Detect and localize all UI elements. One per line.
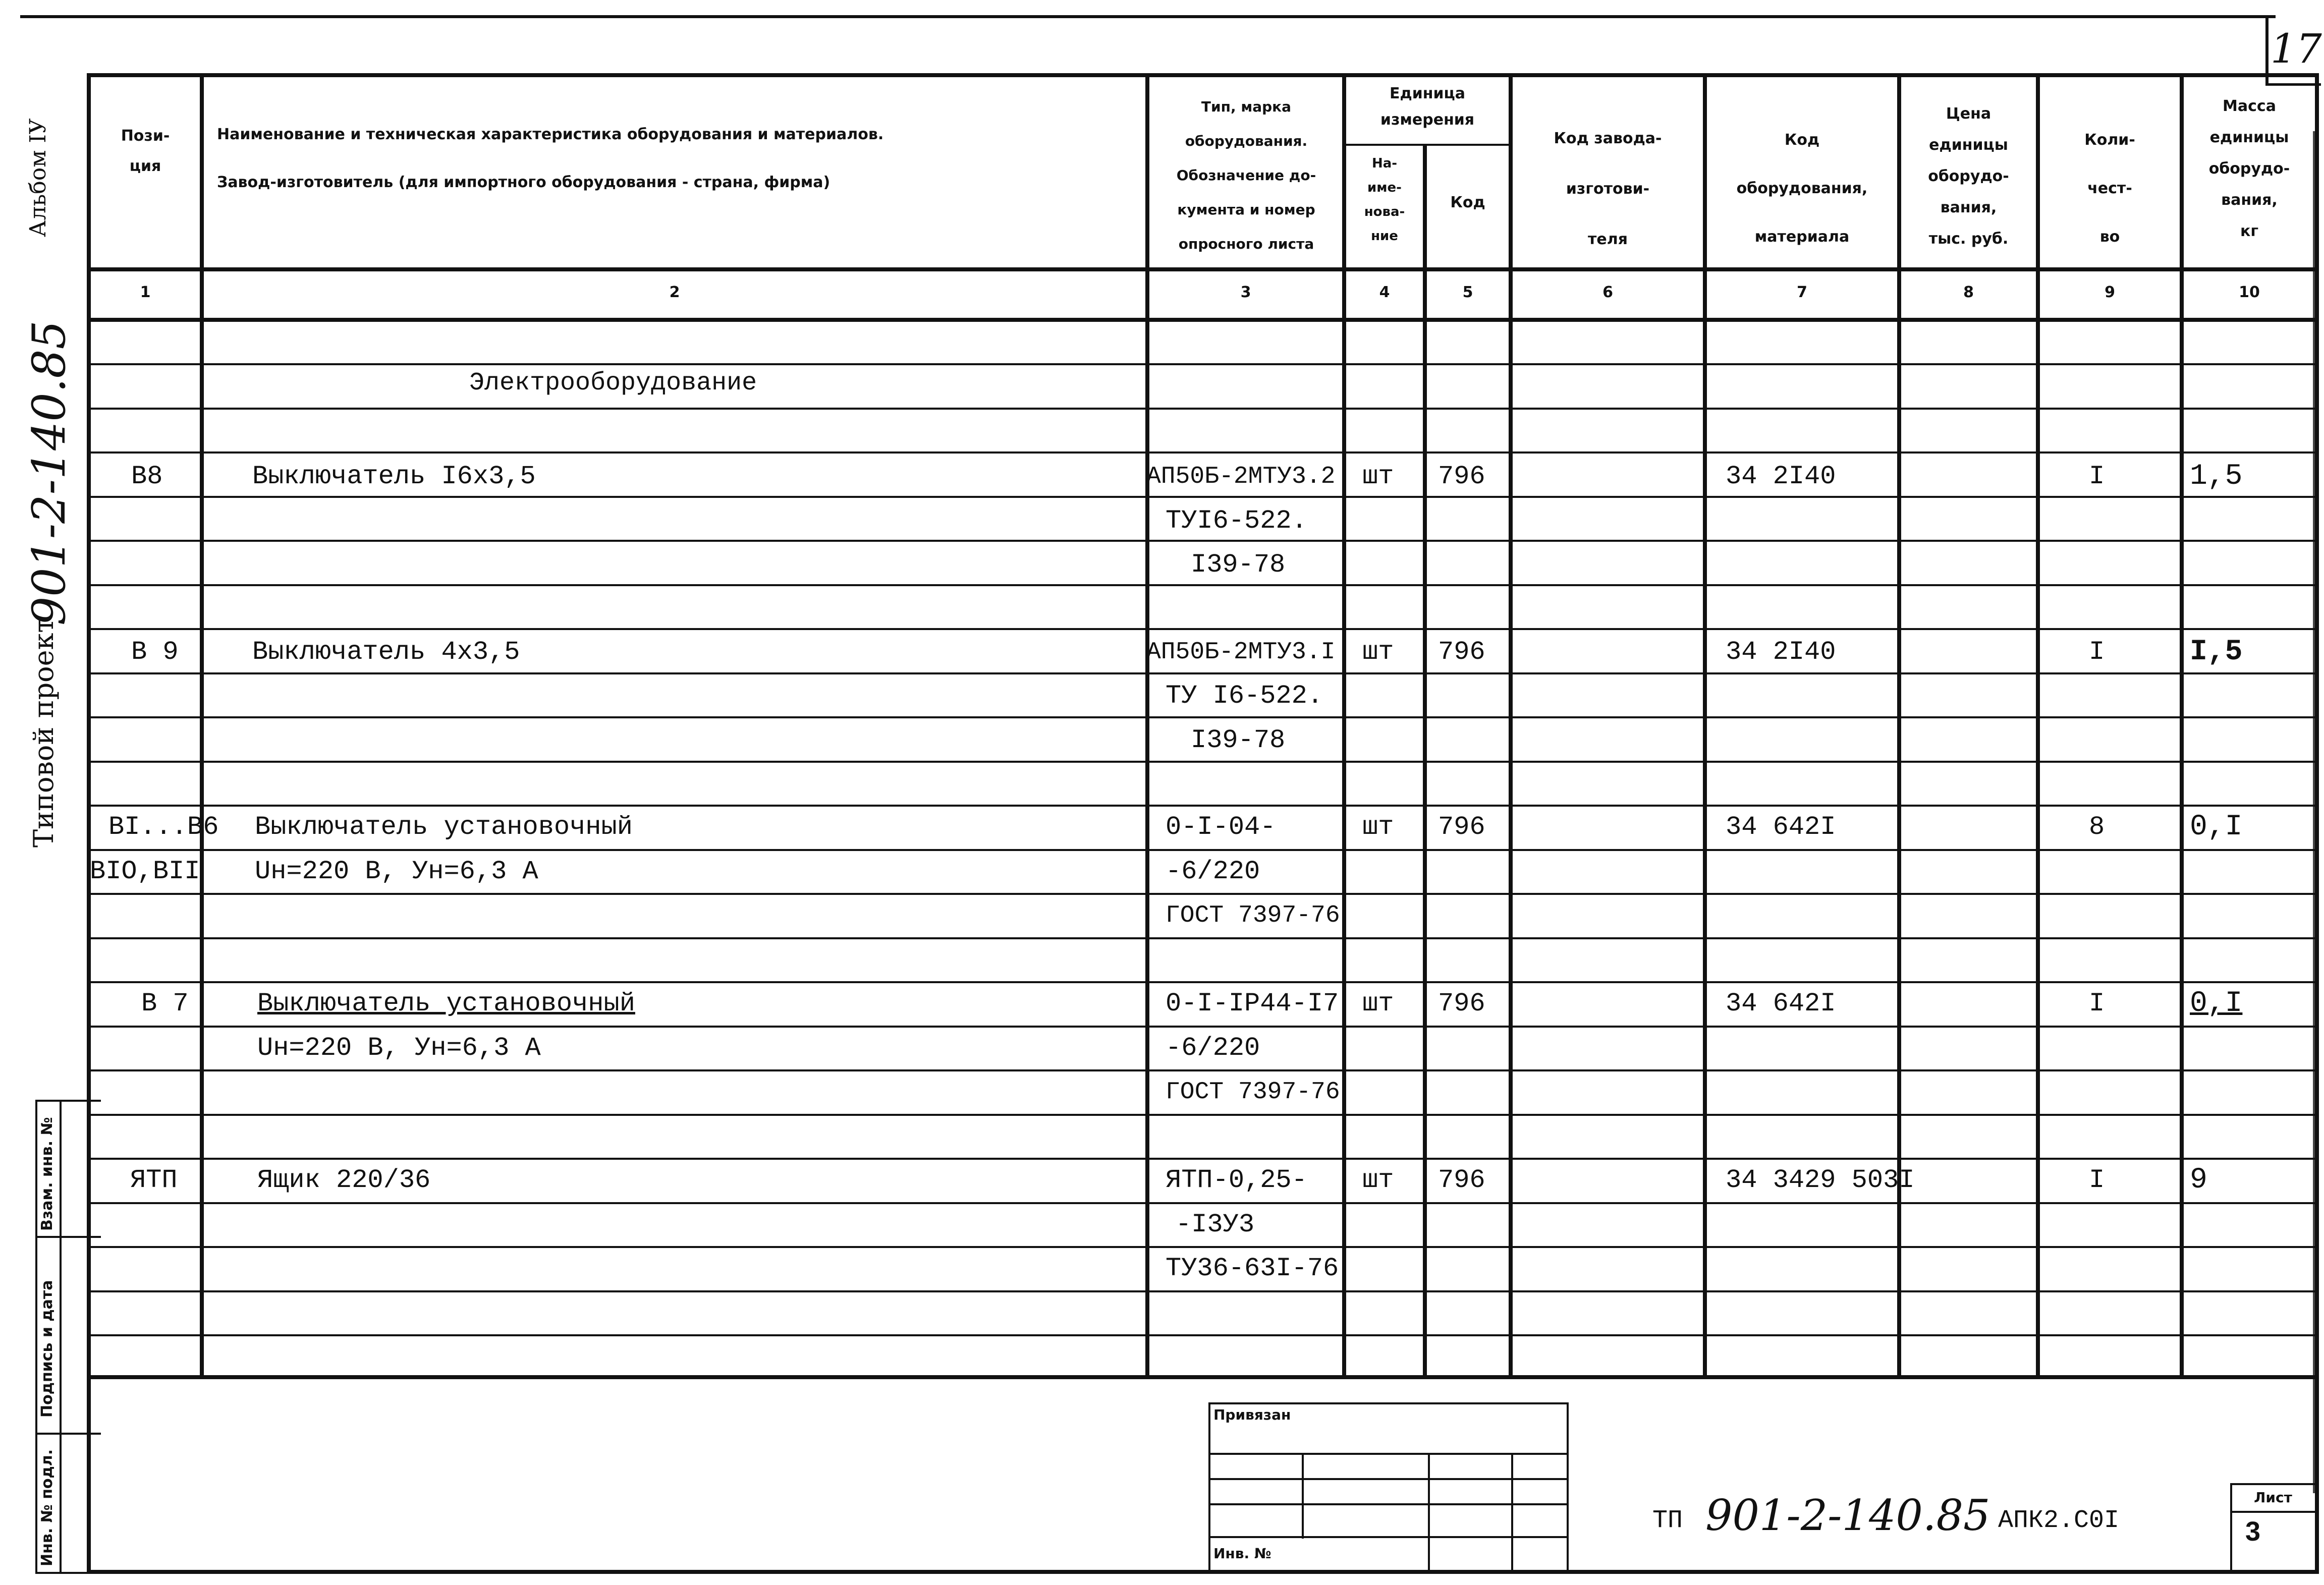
item-type: ТУI6-522. — [1166, 506, 1307, 536]
row-line — [87, 761, 2317, 763]
item-unit: шт — [1362, 812, 1394, 842]
row-line — [87, 451, 2317, 454]
sheet-corner-number: 17 — [2271, 25, 2322, 72]
item-position: В 9 — [131, 637, 179, 667]
stamp-border — [35, 1100, 101, 1102]
item-type: ГОСТ 7397-76 — [1166, 1079, 1340, 1106]
inv-label: Инв. № — [1213, 1545, 1271, 1562]
item-type: ЯТП-0,25- — [1166, 1165, 1307, 1195]
doc-number-handwritten: 901-2-140.85 — [1705, 1491, 1990, 1540]
item-position: В 7 — [141, 989, 189, 1018]
item-mass: I,5 — [2190, 636, 2243, 668]
project-number-handwritten: 901-2-140.85 — [23, 320, 76, 626]
row-line — [87, 937, 2317, 939]
header-equipment-code: Код оборудования, материала — [1736, 131, 1868, 246]
item-equipment-code: 34 3429 503I — [1726, 1165, 1915, 1195]
stamp-border — [35, 1236, 101, 1238]
title-block-line — [1302, 1453, 1304, 1539]
column-number: 3 — [1240, 284, 1251, 301]
row-line — [87, 1246, 2317, 1248]
stamp-border — [35, 1100, 37, 1574]
sheet-number: 3 — [2245, 1516, 2261, 1547]
row-line — [87, 1290, 2317, 1292]
item-unit: шт — [1362, 989, 1394, 1018]
item-quantity: I — [2089, 1165, 2105, 1195]
item-type: ТУ I6-522. — [1166, 681, 1323, 711]
item-equipment-code: 34 642I — [1726, 989, 1836, 1018]
section-title: Электрооборудование — [469, 369, 757, 398]
item-position-line2: BIO,BII — [90, 857, 200, 886]
item-name: Выключатель I6х3,5 — [252, 462, 536, 491]
row-line — [87, 893, 2317, 895]
header-unit-price: Цена единицы оборудо- вания, тыс. руб. — [1928, 105, 2009, 248]
item-name: Выключатель установочный — [255, 812, 633, 842]
column-line — [1703, 73, 1707, 1377]
doc-prefix: ТП — [1652, 1506, 1683, 1535]
table-outer-bottom — [87, 1570, 2317, 1574]
item-type: I39-78 — [1191, 725, 1286, 755]
row-line — [87, 849, 2317, 851]
project-type-label: Типовой проект — [28, 617, 60, 847]
row-line — [87, 496, 2317, 498]
column-line — [2180, 73, 2184, 1377]
item-quantity: I — [2089, 989, 2105, 1018]
header-unit-group: Единица измерения — [1380, 85, 1475, 129]
row-line — [87, 716, 2317, 718]
row-line — [87, 584, 2317, 586]
item-name: Ящик 220/36 — [257, 1165, 431, 1195]
sheet-label: Лист — [2254, 1489, 2292, 1506]
row-line — [87, 1026, 2317, 1028]
stamp-inv-orig: Инв. № подл. — [38, 1449, 56, 1566]
stamp-border — [60, 1100, 62, 1574]
row-line — [87, 1202, 2317, 1204]
item-position: ЯТП — [130, 1165, 178, 1195]
sheet-box-line — [2230, 1483, 2232, 1571]
item-rating: Uн=220 В, Ун=6,3 А — [257, 1033, 541, 1063]
header-name-line1: Наименование и техническая характеристика оборудования и материалов. — [217, 126, 884, 143]
row-line — [87, 628, 2317, 630]
stamp-inv-replace: Взам. инв. № — [38, 1117, 56, 1231]
row-line — [87, 540, 2317, 542]
header-plant-code: Код завода- изготови- теля — [1554, 130, 1662, 248]
item-mass: 1,5 — [2190, 460, 2243, 493]
item-type: АП50Б-2МТУ3.2 — [1146, 463, 1336, 490]
item-mass: 0,I — [2190, 811, 2243, 843]
item-position: В8 — [131, 462, 163, 491]
column-line — [2036, 73, 2040, 1377]
item-name: Выключатель установочный — [257, 989, 635, 1018]
item-unit-code: 796 — [1438, 989, 1485, 1018]
column-number: 10 — [2239, 284, 2260, 301]
item-unit-code: 796 — [1438, 1165, 1485, 1195]
item-position: BI...В6 — [108, 812, 219, 842]
title-block-line — [1208, 1402, 1210, 1571]
column-number-line — [87, 318, 2317, 322]
stamp-sign-date: Подпись и дата — [38, 1280, 56, 1418]
doc-code: АПК2.С0I — [1998, 1506, 2120, 1535]
title-block-line — [1567, 1402, 1569, 1571]
row-line — [87, 1158, 2317, 1160]
item-type: -6/220 — [1166, 857, 1260, 886]
item-type: ГОСТ 7397-76 — [1166, 902, 1340, 929]
top-border-line — [20, 15, 2276, 18]
item-quantity: 8 — [2089, 812, 2105, 842]
item-unit-code: 796 — [1438, 637, 1485, 667]
row-line — [87, 408, 2317, 410]
bound-label: Привязан — [1213, 1406, 1291, 1423]
row-line — [87, 981, 2317, 983]
column-number: 2 — [669, 284, 680, 301]
item-type: АП50Б-2МТУ3.I — [1146, 639, 1336, 666]
item-mass: 9 — [2190, 1164, 2207, 1197]
row-line — [87, 805, 2317, 807]
item-unit: шт — [1362, 637, 1394, 667]
item-equipment-code: 34 2I40 — [1726, 637, 1836, 667]
header-unit-name: На- име- нова- ние — [1364, 156, 1405, 244]
column-line — [200, 73, 204, 1377]
column-number: 6 — [1602, 284, 1613, 301]
row-line — [87, 672, 2317, 674]
row-line — [87, 363, 2317, 365]
column-line — [1145, 73, 1149, 1377]
row-line — [87, 1114, 2317, 1116]
column-line — [1342, 73, 1346, 1377]
row-line — [87, 1334, 2317, 1336]
item-unit-code: 796 — [1438, 812, 1485, 842]
item-type: I39-78 — [1191, 550, 1286, 580]
album-label: Альбом IУ — [25, 118, 51, 237]
column-number: 1 — [140, 284, 151, 301]
item-quantity: I — [2089, 462, 2105, 491]
header-position: Пози- ция — [121, 127, 170, 175]
column-number: 7 — [1797, 284, 1807, 301]
item-type: 0-I-IP44-I7 — [1166, 989, 1339, 1018]
item-unit: шт — [1362, 462, 1394, 491]
header-type: Тип, марка оборудования. Обозначение до- кумента и номер опросного листа — [1176, 98, 1316, 252]
row-line — [87, 1069, 2317, 1071]
item-type: -6/220 — [1166, 1033, 1260, 1063]
title-block-line — [1208, 1402, 1567, 1404]
title-block-line — [1511, 1453, 1513, 1571]
item-type: ТУ36-63I-76 — [1166, 1254, 1339, 1283]
header-name-line2: Завод-изготовитель (для импортного оборудования - страна, фирма) — [217, 174, 831, 191]
corner-box-line — [2265, 83, 2321, 86]
column-number: 9 — [2105, 284, 2115, 301]
column-number: 8 — [1963, 284, 1974, 301]
column-number: 5 — [1462, 284, 1473, 301]
header-mass: Масса единицы оборудо- вания, кг — [2208, 97, 2290, 240]
item-equipment-code: 34 642I — [1726, 812, 1836, 842]
table-border — [87, 73, 91, 1574]
stamp-border — [35, 1433, 101, 1435]
title-block-line — [1428, 1453, 1430, 1571]
table-border — [2315, 73, 2319, 1574]
column-number: 4 — [1379, 284, 1390, 301]
item-unit: шт — [1362, 1165, 1394, 1195]
item-rating: Uн=220 В, Ун=6,3 А — [255, 857, 538, 886]
item-quantity: I — [2089, 637, 2105, 667]
table-body-bottom — [87, 1375, 2317, 1379]
item-mass: 0,I — [2190, 987, 2243, 1020]
item-equipment-code: 34 2I40 — [1726, 462, 1836, 491]
item-name: Выключатель 4х3,5 — [252, 637, 520, 667]
header-unit-code: Код — [1450, 194, 1485, 211]
header-top-line — [87, 73, 2317, 77]
sheet-box-line — [2230, 1511, 2316, 1513]
item-type: 0-I-04- — [1166, 812, 1276, 842]
item-type: -I3У3 — [1176, 1210, 1255, 1239]
header-bottom-line — [87, 267, 2317, 271]
column-line — [1509, 73, 1513, 1377]
sheet-box-line — [2230, 1483, 2316, 1485]
item-unit-code: 796 — [1438, 462, 1485, 491]
header-quantity: Коли- чест- во — [2084, 131, 2135, 246]
